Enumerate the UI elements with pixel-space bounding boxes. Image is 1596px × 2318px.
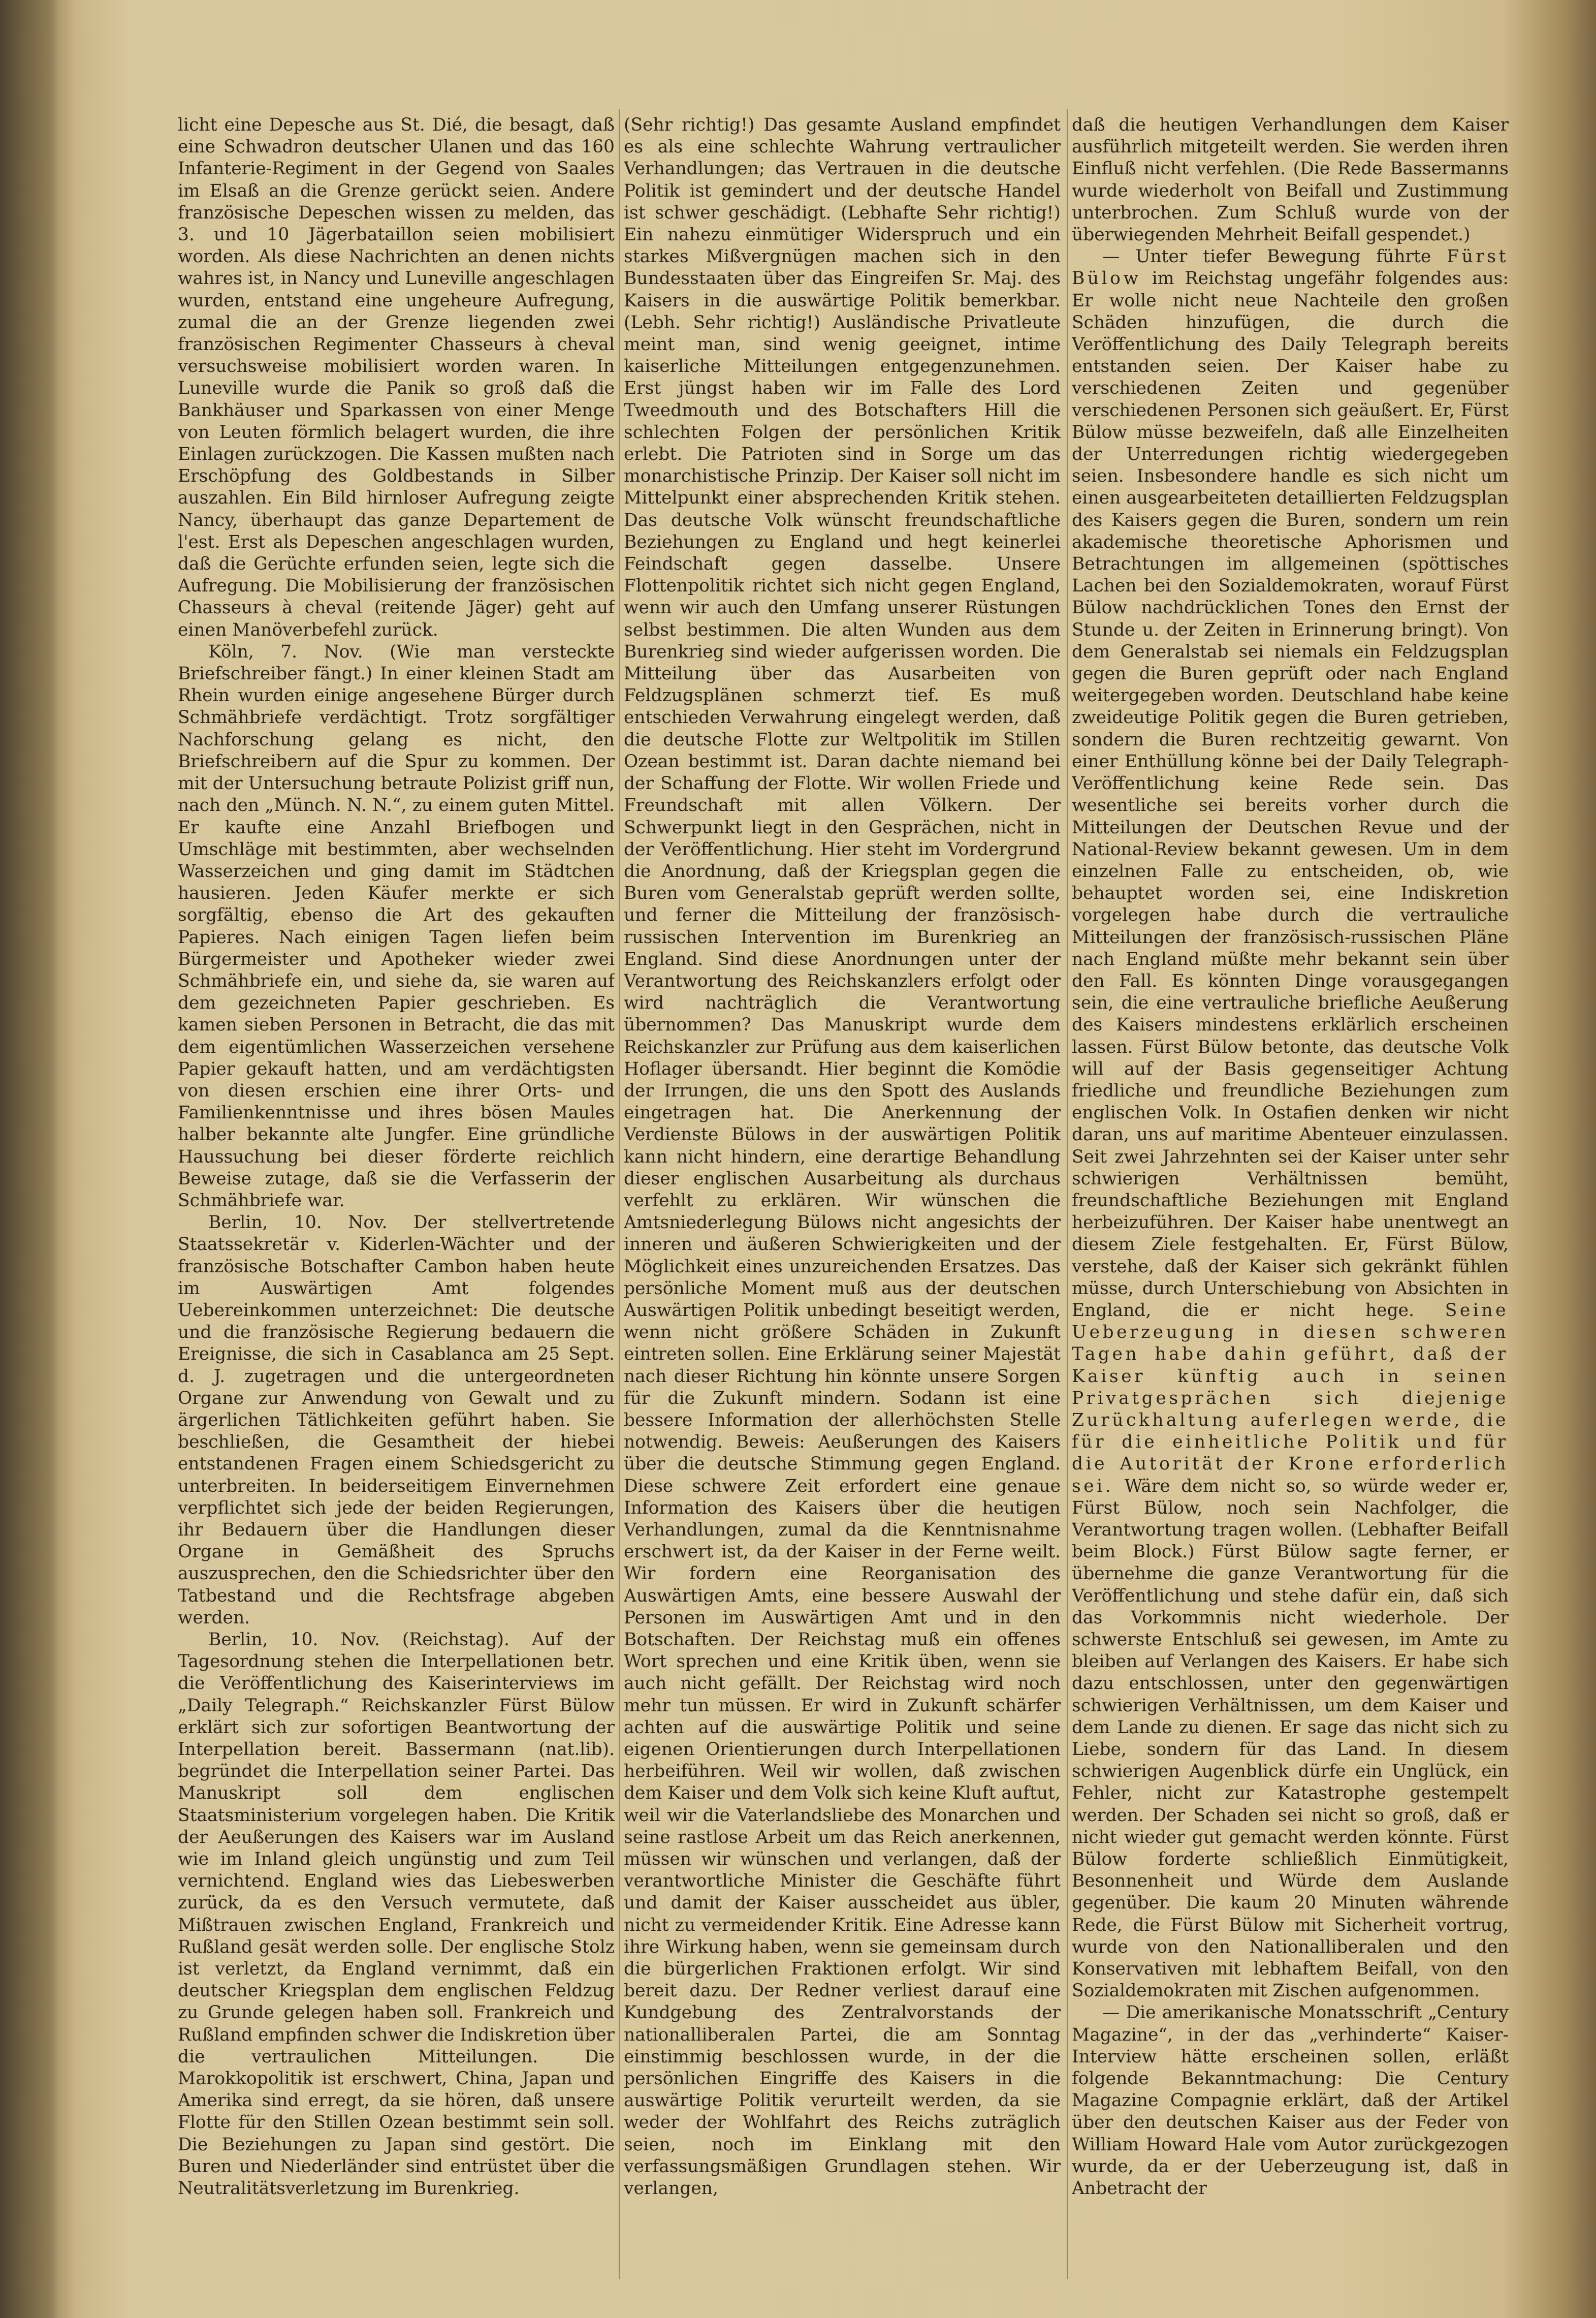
- buelow-speech-tail: Wäre dem nicht so, so würde weder er, Fürst Bülow, noch sein Nachfolger, die Verantwortung tragen wollen. (Lebhafter Beifall beim Block.) Fürst Bülow sagte ferner, er übernehme die ganze Verantwortung für die Veröffentlichung und stehe dafür ein, daß sich das Vorkommnis nicht wiederhole. Der schwerste Entschluß sei gewesen, im Amte zu bleiben auf Verlangen des Kaisers. Er habe sich dazu entschlossen, unter den gegenwärtigen schwierigen Verhältnissen, um dem Kaiser und dem Lande zu dienen. Er sage das nicht sich zu Liebe, sondern für das Land. In diesem schwierigen Augenblick dürfe ein Unglück, ein Fehler, nicht zur Katastrophe gestempelt werden. Der Schaden sei nicht so groß, daß er nicht wieder gut gemacht werden könnte. Fürst Bülow forderte schließlich Einmütigkeit, Besonnenheit und Würde dem Auslande gegenüber. Die kaum 20 Minuten währende Rede, die Fürst Bülow mit Sicherheit vortrug, wurde von den Nationalliberalen und den Konservativen mit lebhaftem Beifall, von den Sozialdemokraten mit Zischen aufgenommen.: [1072, 1476, 1509, 2001]
- column-right: [1072, 114, 1509, 2279]
- article-berlin-reichstag: Berlin, 10. Nov. (Reichstag). Auf der Tagesordnung stehen die Interpellationen betr. die Veröffentlichung des Kaiserinterviews im „Daily Telegraph.“ Reichskanzler Fürst Bülow erklärt sich zur sofortigen Beantwortung der Interpellation bereit. Bassermann (nat.lib). begründet die Interpellation seiner Partei. Das Manuskript soll dem englischen Staatsministerium vorgelegen haben. Die Kritik der Aeußerungen des Kaisers war im Ausland wie im Inland gleich ungünstig und zum Teil vernichtend. England wies das Liebeswerben zurück, da es den Versuch vermutete, daß Mißtrauen zwischen England, Frankreich und Rußland gesät werden solle. Der englische Stolz ist verletzt, da England vernimmt, daß ein deutscher Kriegsplan dem englischen Feldzug zu Grunde gelegen haben soll. Frankreich und Rußland empfinden schwer die Indiskretion über die vertraulichen Mitteilungen. Die Marokkopolitik ist erschwert, China, Japan und Amerika sind erregt, da sie hören, daß unsere Flotte für den Stillen Ozean bestimmt sein soll. Die Beziehungen zu Japan sind gestört. Die Buren und Niederländer sind entrüstet über die Neutralitätsverletzung im Burenkrieg.: [178, 1630, 615, 2199]
- buelow-speech-body: im Reichstag ungefähr folgendes aus: Er wolle nicht neue Nachteile den großen Schäden hinzufügen, die durch die Veröffentlichung des Daily Telegraph bereits entstanden seien. Der Kaiser habe zu verschiedenen Zeiten und gegenüber verschiedenen Personen sich geäußert. Er, Fürst Bülow müsse bezweifeln, daß alle Einzelheiten der Unterredungen richtig wiedergegeben seien. Insbesondere handle es sich nicht um einen ausgearbeiteten detaillierten Feldzugsplan des Kaisers gegen die Buren, sondern um rein akademische theoretische Aphorismen und Betrachtungen im allgemeinen (spöttisches Lachen bei den Sozialdemokraten, worauf Fürst Bülow nachdrücklichen Tones den Ernst der Stunde u. der Zeiten in Erinnerung bringt). Von dem Generalstab sei niemals ein Feldzugsplan gegen die Buren geprüft oder nach England weitergegeben worden. Deutschland habe keine zweideutige Politik gegen die Buren getrieben, sondern die Buren rechtzeitig gewarnt. Von einer Enthüllung könne bei der Daily Telegraph-Veröffentlichung keine Rede sein. Das wesentliche sei bereits vorher durch die Mitteilungen der Deutschen Revue und der National-Review bekannt gewesen. Um in dem einzelnen Falle zu entscheiden, ob, wie behauptet worden sei, eine Indiskretion vorgelegen habe durch die vertrauliche Mitteilungen der französisch-russischen Pläne nach England müßte mehr bekannt sein über den Fall. Es könnten Dinge vorausgegangen sein, die eine vertrauliche briefliche Aeußerung des Kaisers mindestens erklärlich erscheinen lassen. Fürst Bülow betonte, das deutsche Volk will auf der Basis gegenseitiger Achtung friedliche und freundliche Beziehungen zum englischen Volk. In Ostafien denken wir nicht daran, uns auf maritime Abenteuer einzulassen. Seit zwei Jahrzehnten sei der Kaiser unter sehr schwierigen Verhältnissen bemüht, freundschaftliche Beziehungen mit England herbeizuführen. Der Kaiser habe unentwegt an diesem Ziele festgehalten. Er, Fürst Bülow, verstehe, daß der Kaiser sich gekränkt fühlen müsse, durch Unterschiebung von Absichten in England, die er nicht hege.: [1072, 268, 1509, 1321]
- article-buelow-speech: [1072, 246, 1509, 2002]
- article-reichstag-end: daß die heutigen Verhandlungen dem Kaiser ausführlich mitgeteilt werden. Sie werden ihren Einfluß nicht verfehlen. (Die Rede Bassermanns wurde wiederholt von Beifall und Zustimmung unterbrochen. Zum Schluß wurde von der überwiegenden Mehrheit Beifall gespendet.): [1072, 115, 1509, 245]
- article-depesche-st-die: licht eine Depesche aus St. Dié, die besagt, daß eine Schwadron deutscher Ulanen und das 160 Infanterie-Regiment in der Gegend von Saales im Elsaß an die Grenze gerückt seien. Andere französische Depeschen wissen zu melden, das 3. und 10 Jägerbataillon seien mobilisiert worden. Als diese Nachrichten an denen nichts wahres ist, in Nancy und Luneville angeschlagen wurden, entstand eine ungeheure Aufregung, zumal die an der Grenze liegenden zwei französischen Regimenter Chasseurs à cheval versuchsweise mobilisiert worden waren. In Luneville wurde die Panik so groß daß die Bankhäuser und Sparkassen von einer Menge von Leuten förmlich belagert wurden, die ihre Einlagen zurückzogen. Die Kassen mußten nach Erschöpfung des Goldbestands in Silber auszahlen. Ein Bild hirnloser Aufregung zeigte Nancy, überhaupt das ganze Departement de l'est. Erst als Depeschen angeschlagen wurden, daß die Gerüchte erfunden seien, legte sich die Aufregung. Die Mobilisierung der französischen Chasseurs à cheval (reitende Jäger) geht auf einen Manöverbefehl zurück.: [178, 115, 615, 640]
- column-rule-left: [619, 109, 620, 2279]
- column-rule-right: [1067, 109, 1068, 2279]
- buelow-name-spaced: Fürst Bülow: [1072, 246, 1509, 289]
- article-reichstag-continued: (Sehr richtig!) Das gesamte Ausland empfindet es als eine schlechte Wahrung vertraulicher Verhandlungen; das Vertrauen in die deutsche Politik ist gemindert und der deutsche Handel ist schwer geschädigt. (Lebhafte Sehr richtig!) Ein nahezu einmütiger Widerspruch und ein starkes Mißvergnügen machen sich in den Bundesstaaten über das Eingreifen Sr. Maj. des Kaisers in die auswärtige Politik bemerkbar. (Lebh. Sehr richtig!) Ausländische Privatleute meint man, sind wenig geeignet, intime kaiserliche Mitteilungen entgegenzunehmen. Erst jüngst haben wir im Falle des Lord Tweedmouth und des Botschafters Hill die schlechten Folgen der persönlichen Kritik erlebt. Die Patrioten sind in Sorge um das monarchistische Prinzip. Der Kaiser soll nicht im Mittelpunkt einer absprechenden Kritik stehen. Das deutsche Volk wünscht freundschaftliche Beziehungen zu England und hegt keinerlei Feindschaft gegen dasselbe. Unsere Flottenpolitik richtet sich nicht gegen England, wenn wir auch den Umfang unserer Rüstungen selbst bestimmen. Die alten Wunden aus dem Burenkrieg sind wieder aufgerissen worden. Die Mitteilung über das Ausarbeiten von Feldzugsplänen schmerzt tief. Es muß entschieden Verwahrung eingelegt werden, daß die deutsche Flotte zur Weltpolitik im Stillen Ozean bestimmt ist. Daran dachte niemand bei der Schaffung der Flotte. Wir wollen Friede und Freundschaft mit allen Völkern. Der Schwerpunkt liegt in den Gesprächen, nicht in der Veröffentlichung. Hier steht im Vordergrund die Anordnung, daß der Kriegsplan gegen die Buren vom Generalstab geprüft werden sollte, und ferner die Mitteilung der französisch-russischen Intervention im Burenkrieg an England. Sind diese Anordnungen unter der Verantwortung des Reichskanzlers erfolgt oder wird nachträglich die Verantwortung übernommen? Das Manuskript wurde dem Reichskanzler zur Prüfung aus dem kaiserlichen Hoflager übersandt. Hier beginnt die Komödie der Irrungen, die uns den Spott des Auslands eingetragen hat. Die Anerkennung der Verdienste Bülows in der auswärtigen Politik kann nicht hindern, eine derartige Behandlung dieser englischen Ausarbeitung als durchaus verfehlt zu erklären. Wir wünschen die Amtsniederlegung Bülows nicht angesichts der inneren und äußeren Schwierigkeiten und der Möglichkeit eines unzureichenden Ersatzes. Das persönliche Moment muß aus der deutschen Auswärtigen Politik unbedingt beseitigt werden, wenn nicht größere Schäden in Zukunft eintreten sollen. Eine Erklärung seiner Majestät nach dieser Richtung hin könnte unsere Sorgen für die Zukunft mindern. Sodann ist eine bessere Information der allerhöchsten Stelle notwendig. Beweis: Aeußerungen des Kaisers über die deutsche Stimmung gegen England. Diese schwere Zeit erfordert eine genaue Information des Kaisers über die heutigen Verhandlungen, zumal da die Kenntnisnahme erschwert ist, da der Kaiser in der Ferne weilt. Wir fordern eine Reorganisation des Auswärtigen Amts, eine bessere Auswahl der Personen im Auswärtigen Amt und in den Botschaften. Der Reichstag muß ein offenes Wort sprechen und eine Kritik üben, wenn sie auch nicht gefällt. Der Reichstag wird noch mehr tun müssen. Er wird in Zukunft schärfer achten auf die auswärtige Politik und seine eigenen Orientierungen durch Interpellationen herbeiführen. Weil wir wollen, daß zwischen dem Kaiser und dem Volk sich keine Kluft auftut, weil wir die Vaterlandsliebe des Monarchen und seine rastlose Arbeit um das Reich anerkennen, müssen wir wünschen und verlangen, daß der verantwortliche Minister die Geschäfte führt und damit der Kaiser ausscheidet aus übler, nicht zu vermeidender Kritik. Eine Adresse kann ihre Wirkung haben, wenn sie gemeinsam durch die bürgerlichen Fraktionen erfolgt. Wir sind bereit dazu. Der Redner verliest darauf eine Kundgebung des Zentralvorstands der nationalliberalen Partei, die am Sonntag einstimmig beschlossen wurde, in der die persönlichen Eingriffe des Kaisers in die auswärtige Politik verurteilt werden, da sie weder der Wohlfahrt des Reichs zuträglich seien, noch im Einklang mit den verfassungsmäßigen Grundlagen stehen. Wir verlangen,: [624, 115, 1061, 2199]
- column-middle: [624, 114, 1061, 2279]
- buelow-lead: — Unter tiefer Bewegung führte: [1102, 246, 1431, 267]
- column-left: [178, 114, 615, 2279]
- article-century-magazine: — Die amerikanische Monatsschrift „Century Magazine“, in der das „verhinderte“ Kaiser-Interview hätte erscheinen sollen, erläßt folgende Bekanntmachung: Die Century Magazine Compagnie erklärt, daß der Artikel über den deutschen Kaiser aus der Feder von William Howard Hale vom Autor zurückgezogen wurde, da er der Ueberzeugung ist, daß in Anbetracht der: [1072, 2002, 1509, 2199]
- article-koeln: Köln, 7. Nov. (Wie man versteckte Briefschreiber fängt.) In einer kleinen Stadt am Rhein wurden einige angesehene Bürger durch Schmähbriefe verdächtigt. Trotz sorgfältiger Nachforschung gelang es nicht, den Briefschreibern auf die Spur zu kommen. Der mit der Untersuchung betraute Polizist griff nun, nach den „Münch. N. N.“, zu einem guten Mittel. Er kaufte eine Anzahl Briefbogen und Umschläge mit bestimmten, aber wechselnden Wasserzeichen und ging damit im Städtchen hausieren. Jeden Käufer merkte er sich sorgfältig, ebenso die Art des gekauften Papieres. Nach einigen Tagen liefen beim Bürgermeister und Apotheker wieder zwei Schmähbriefe ein, und siehe da, sie waren auf dem gezeichneten Papier geschrieben. Es kamen sieben Personen in Betracht, die das mit dem eigentümlichen Wasserzeichen versehene Papier gekauft hatten, und am verdächtigsten von diesen erschien eine ihrer Orts- und Familienkenntnisse und ihres bösen Maules halber bekannte alte Jungfer. Eine gründliche Haussuchung bei dieser förderte reichlich Beweise zutage, daß sie die Verfasserin der Schmähbriefe war.: [178, 641, 615, 1211]
- page-binding-shadow: [0, 0, 58, 2318]
- buelow-speech-spaced: Seine Ueberzeugung in diesen schweren Tagen habe dahin geführt, daß der Kaiser künftig auch in seinen Privatgesprächen sich diejenige Zurückhaltung auferlegen werde, die für die einheitliche Politik und für die Autorität der Krone erforderlich sei.: [1072, 1300, 1509, 1496]
- article-berlin-casablanca: Berlin, 10. Nov. Der stellvertretende Staatssekretär v. Kiderlen-Wächter und der französische Botschafter Cambon haben heute im Auswärtigen Amt folgendes Uebereinkommen unterzeichnet: Die deutsche und die französische Regierung bedauern die Ereignisse, die sich in Casablanca am 25 Sept. d. J. zugetragen und die untergeordneten Organe zur Anwendung von Gewalt und zu ärgerlichen Tätlichkeiten geführt haben. Sie beschließen, die Gesamtheit der hiebei entstandenen Fragen einem Schiedsgericht zu unterbreiten. In beiderseitigem Einvernehmen verpflichtet sich jede der beiden Regierungen, ihr Bedauern über die Handlungen dieser Organe in Gemäßheit des Spruchs auszusprechen, den die Schiedsrichter über den Tatbestand und die Rechtsfrage abgeben werden.: [178, 1212, 615, 1628]
